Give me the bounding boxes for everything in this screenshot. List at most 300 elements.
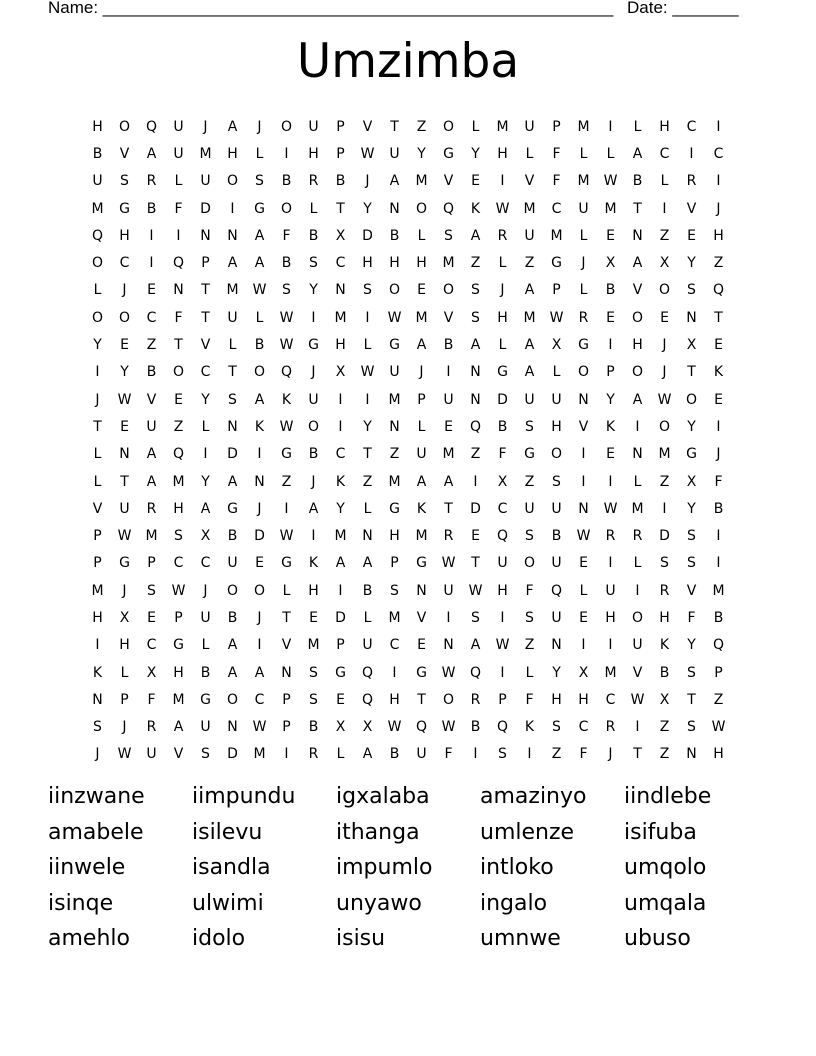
grid-letter: X xyxy=(146,664,157,681)
grid-letter: G xyxy=(524,446,535,463)
grid-letter: J xyxy=(257,500,262,517)
grid-letter: J xyxy=(662,364,667,381)
grid-letter: S xyxy=(309,255,318,272)
grid-letter: O xyxy=(118,118,131,135)
grid-letter: B xyxy=(389,746,400,763)
grid-letter: F xyxy=(714,473,723,490)
grid-letter: L xyxy=(606,145,615,162)
grid-letter: N xyxy=(686,746,697,763)
grid-letter: A xyxy=(470,227,481,244)
grid-letter: C xyxy=(497,500,508,517)
word-list-item: igxalaba xyxy=(336,784,430,809)
grid-letter: I xyxy=(635,719,640,736)
grid-letter: G xyxy=(389,337,400,354)
grid-letter: V xyxy=(686,200,697,217)
grid-letter: E xyxy=(174,391,183,408)
grid-letter: U xyxy=(524,227,535,244)
grid-letter: S xyxy=(255,173,264,190)
word-list-item: isisu xyxy=(336,926,386,951)
word-list-item: ulwimi xyxy=(192,890,264,916)
grid-letter: A xyxy=(254,391,265,408)
grid-letter: U xyxy=(308,118,319,135)
grid-letter: M xyxy=(577,118,590,135)
grid-letter: X xyxy=(497,473,508,490)
grid-letter: L xyxy=(633,555,642,572)
word-list-item: isilevu xyxy=(192,819,263,845)
grid-letter: J xyxy=(608,746,613,763)
grid-letter: U xyxy=(227,309,238,326)
grid-letter: J xyxy=(581,255,586,272)
grid-letter: S xyxy=(363,282,372,299)
grid-letter: O xyxy=(631,609,644,626)
grid-letter: F xyxy=(552,173,561,190)
grid-letter: J xyxy=(95,746,100,763)
grid-letter: N xyxy=(281,664,292,681)
grid-letter: N xyxy=(227,227,238,244)
grid-letter: Q xyxy=(145,118,158,135)
grid-letter: U xyxy=(308,391,319,408)
grid-letter: S xyxy=(390,582,399,599)
grid-letter: Z xyxy=(713,691,724,708)
grid-letter: B xyxy=(308,719,319,736)
grid-letter: A xyxy=(416,473,427,490)
grid-letter: I xyxy=(338,582,343,599)
grid-letter: Y xyxy=(93,337,102,354)
grid-letter: C xyxy=(254,691,265,708)
grid-letter: P xyxy=(93,555,102,572)
word-list-item: ingalo xyxy=(480,890,548,916)
grid-letter: S xyxy=(552,719,561,736)
grid-letter: H xyxy=(713,227,724,244)
grid-letter: F xyxy=(525,582,534,599)
grid-letter: L xyxy=(579,582,588,599)
grid-letter: X xyxy=(659,691,670,708)
grid-letter: J xyxy=(95,391,100,408)
grid-letter: E xyxy=(714,337,723,354)
grid-letter: N xyxy=(335,282,346,299)
grid-letter: B xyxy=(281,255,292,272)
grid-letter: P xyxy=(390,555,399,572)
grid-letter: V xyxy=(200,337,211,354)
grid-letter: S xyxy=(93,719,102,736)
grid-letter: H xyxy=(389,691,400,708)
grid-letter: X xyxy=(200,528,211,545)
grid-letter: M xyxy=(307,637,320,654)
grid-letter: P xyxy=(201,255,210,272)
grid-letter: H xyxy=(551,418,562,435)
grid-letter: X xyxy=(686,337,697,354)
grid-letter: I xyxy=(95,364,100,381)
puzzle-title: Umzimba xyxy=(296,34,520,89)
grid-letter: X xyxy=(119,609,130,626)
grid-letter: U xyxy=(551,391,562,408)
grid-letter: S xyxy=(309,664,318,681)
grid-letter: F xyxy=(174,309,183,326)
grid-letter: W xyxy=(279,309,294,326)
grid-letter: H xyxy=(632,337,643,354)
grid-letter: U xyxy=(227,555,238,572)
grid-letter: Y xyxy=(552,664,561,681)
grid-letter: Q xyxy=(172,446,185,463)
grid-letter: L xyxy=(579,282,588,299)
grid-letter: A xyxy=(362,746,373,763)
grid-letter: I xyxy=(365,309,370,326)
grid-letter: L xyxy=(633,118,642,135)
grid-letter: U xyxy=(524,391,535,408)
grid-letter: Z xyxy=(659,746,670,763)
word-list-item: intloko xyxy=(480,855,554,880)
grid-letter: Y xyxy=(201,473,210,490)
grid-letter: Y xyxy=(363,418,372,435)
grid-letter: J xyxy=(419,364,424,381)
grid-letter: Q xyxy=(91,227,104,244)
grid-letter: T xyxy=(120,473,129,490)
grid-letter: G xyxy=(497,364,508,381)
grid-letter: M xyxy=(388,391,401,408)
grid-letter: W xyxy=(360,364,375,381)
grid-letter: O xyxy=(388,282,401,299)
grid-letter: L xyxy=(660,173,669,190)
grid-letter: A xyxy=(632,255,643,272)
grid-letter: L xyxy=(201,418,210,435)
grid-letter: I xyxy=(635,418,640,435)
grid-letter: N xyxy=(470,364,481,381)
grid-letter: J xyxy=(311,364,316,381)
grid-letter: L xyxy=(201,637,210,654)
grid-letter: X xyxy=(659,255,670,272)
grid-letter: K xyxy=(281,391,292,408)
grid-letter: J xyxy=(257,118,262,135)
grid-letter: L xyxy=(255,309,264,326)
grid-letter: F xyxy=(579,746,588,763)
grid-letter: N xyxy=(227,418,238,435)
grid-letter: P xyxy=(282,719,291,736)
grid-letter: A xyxy=(146,446,157,463)
grid-letter: H xyxy=(497,145,508,162)
grid-letter: T xyxy=(417,691,426,708)
name-field-label: Name: ______________________________________________________ xyxy=(48,0,614,17)
grid-letter: A xyxy=(632,391,643,408)
grid-letter: U xyxy=(389,145,400,162)
grid-letter: H xyxy=(713,746,724,763)
grid-letter: W xyxy=(441,555,456,572)
grid-letter: I xyxy=(284,145,289,162)
grid-letter: S xyxy=(525,418,534,435)
grid-letter: N xyxy=(632,446,643,463)
grid-letter: U xyxy=(200,719,211,736)
grid-letter: H xyxy=(578,691,589,708)
grid-letter: K xyxy=(254,418,265,435)
grid-letter: F xyxy=(282,227,291,244)
grid-letter: Q xyxy=(550,582,563,599)
grid-letter: E xyxy=(444,418,453,435)
grid-letter: S xyxy=(498,746,507,763)
grid-letter: A xyxy=(470,337,481,354)
grid-letter: I xyxy=(716,555,721,572)
grid-letter: N xyxy=(551,637,562,654)
grid-letter: B xyxy=(200,664,211,681)
grid-letter: M xyxy=(388,473,401,490)
grid-letter: M xyxy=(442,255,455,272)
grid-letter: O xyxy=(442,118,455,135)
grid-letter: D xyxy=(254,528,265,545)
grid-letter: J xyxy=(311,473,316,490)
grid-letter: A xyxy=(416,337,427,354)
grid-letter: L xyxy=(93,282,102,299)
grid-letter: H xyxy=(308,145,319,162)
grid-letter: K xyxy=(713,364,724,381)
grid-letter: W xyxy=(252,719,267,736)
grid-letter: M xyxy=(172,473,185,490)
grid-letter: K xyxy=(659,637,670,654)
grid-letter: B xyxy=(92,145,103,162)
grid-letter: Q xyxy=(496,528,509,545)
grid-letter: Q xyxy=(469,664,482,681)
grid-letter: U xyxy=(389,364,400,381)
grid-letter: O xyxy=(442,691,455,708)
grid-letter: U xyxy=(146,746,157,763)
grid-letter: A xyxy=(524,337,535,354)
grid-letter: O xyxy=(685,391,698,408)
word-list-item: unyawo xyxy=(336,890,422,916)
grid-letter: S xyxy=(120,173,129,190)
grid-letter: J xyxy=(716,446,721,463)
grid-letter: N xyxy=(470,391,481,408)
grid-letter: R xyxy=(686,173,697,190)
grid-letter: Z xyxy=(173,418,184,435)
grid-letter: R xyxy=(443,528,454,545)
grid-letter: J xyxy=(365,173,370,190)
grid-letter: Z xyxy=(416,118,427,135)
grid-letter: T xyxy=(201,309,210,326)
grid-letter: B xyxy=(335,173,346,190)
grid-letter: A xyxy=(227,473,238,490)
grid-letter: Z xyxy=(713,255,724,272)
grid-letter: D xyxy=(227,446,238,463)
grid-letter: P xyxy=(120,691,129,708)
grid-letter: U xyxy=(524,500,535,517)
grid-letter: K xyxy=(524,719,535,736)
grid-letter: J xyxy=(500,282,505,299)
grid-letter: C xyxy=(200,555,211,572)
word-list-item: umqala xyxy=(624,890,707,916)
grid-letter: N xyxy=(92,691,103,708)
grid-letter: Q xyxy=(415,719,428,736)
grid-letter: A xyxy=(173,719,184,736)
grid-letter: G xyxy=(173,637,184,654)
grid-letter: I xyxy=(500,609,505,626)
grid-letter: X xyxy=(362,719,373,736)
grid-letter: U xyxy=(551,609,562,626)
grid-letter: Z xyxy=(146,337,157,354)
grid-letter: T xyxy=(174,337,183,354)
grid-letter: B xyxy=(443,337,454,354)
grid-letter: G xyxy=(200,691,211,708)
grid-letter: P xyxy=(417,391,426,408)
grid-letter: B xyxy=(470,719,481,736)
grid-letter: C xyxy=(335,255,346,272)
grid-letter: Z xyxy=(551,746,562,763)
word-list-item: umqolo xyxy=(624,855,707,880)
grid-letter: W xyxy=(711,719,726,736)
grid-letter: J xyxy=(662,337,667,354)
grid-letter: Z xyxy=(470,446,481,463)
grid-letter: Y xyxy=(687,418,696,435)
grid-letter: W xyxy=(279,528,294,545)
grid-letter: S xyxy=(525,609,534,626)
grid-letter: V xyxy=(416,609,427,626)
grid-letter: I xyxy=(608,473,613,490)
grid-letter: L xyxy=(525,664,534,681)
grid-letter: O xyxy=(550,446,563,463)
grid-letter: U xyxy=(200,609,211,626)
grid-letter: A xyxy=(254,227,265,244)
grid-letter: B xyxy=(659,664,670,681)
grid-letter: M xyxy=(415,173,428,190)
grid-letter: C xyxy=(119,255,130,272)
word-list-item: ithanga xyxy=(336,819,420,845)
grid-letter: G xyxy=(578,337,589,354)
grid-letter: P xyxy=(552,118,561,135)
grid-letter: C xyxy=(146,637,157,654)
grid-letter: C xyxy=(686,118,697,135)
grid-letter: Y xyxy=(363,200,372,217)
grid-letter: H xyxy=(659,118,670,135)
grid-letter: P xyxy=(174,609,183,626)
grid-letter: P xyxy=(336,637,345,654)
grid-letter: L xyxy=(174,173,183,190)
grid-letter: T xyxy=(93,418,102,435)
grid-letter: B xyxy=(362,582,373,599)
grid-letter: B xyxy=(308,227,319,244)
grid-letter: L xyxy=(336,746,345,763)
grid-letter: A xyxy=(254,664,265,681)
grid-letter: N xyxy=(119,446,130,463)
grid-letter: H xyxy=(659,609,670,626)
grid-letter: L xyxy=(471,118,480,135)
grid-letter: U xyxy=(497,555,508,572)
grid-letter: E xyxy=(606,309,615,326)
grid-letter: J xyxy=(203,582,208,599)
grid-letter: E xyxy=(471,528,480,545)
grid-letter: W xyxy=(387,309,402,326)
grid-letter: T xyxy=(687,691,696,708)
word-list-item: amabele xyxy=(48,819,144,845)
grid-letter: A xyxy=(470,637,481,654)
grid-letter: L xyxy=(93,446,102,463)
grid-letter: I xyxy=(608,637,613,654)
grid-letter: Y xyxy=(309,282,318,299)
grid-letter: M xyxy=(334,528,347,545)
grid-letter: Z xyxy=(362,473,373,490)
grid-letter: P xyxy=(606,364,615,381)
grid-letter: L xyxy=(525,145,534,162)
grid-letter: U xyxy=(200,173,211,190)
grid-letter: P xyxy=(336,118,345,135)
grid-letter: S xyxy=(687,664,696,681)
grid-letter: W xyxy=(630,691,645,708)
grid-letter: V xyxy=(443,173,454,190)
grid-letter: H xyxy=(173,664,184,681)
grid-letter: I xyxy=(284,500,289,517)
grid-letter: A xyxy=(389,173,400,190)
grid-letter: N xyxy=(443,637,454,654)
grid-letter: N xyxy=(254,473,265,490)
grid-letter: I xyxy=(338,418,343,435)
grid-letter: L xyxy=(228,337,237,354)
grid-letter: L xyxy=(282,582,291,599)
grid-letter: T xyxy=(444,500,453,517)
grid-letter: M xyxy=(658,446,671,463)
word-list-item: impumlo xyxy=(336,855,433,880)
grid-letter: Z xyxy=(281,473,292,490)
grid-letter: P xyxy=(93,528,102,545)
grid-letter: J xyxy=(122,719,127,736)
grid-letter: R xyxy=(578,309,589,326)
grid-letter: C xyxy=(659,145,670,162)
grid-letter: R xyxy=(146,500,157,517)
grid-letter: H xyxy=(389,528,400,545)
grid-letter: S xyxy=(228,391,237,408)
grid-letter: L xyxy=(363,609,372,626)
grid-letter: J xyxy=(203,118,208,135)
grid-letter: S xyxy=(687,555,696,572)
grid-letter: T xyxy=(390,118,399,135)
grid-letter: L xyxy=(363,500,372,517)
grid-letter: I xyxy=(500,173,505,190)
grid-letter: U xyxy=(173,145,184,162)
grid-letter: I xyxy=(716,418,721,435)
grid-letter: W xyxy=(441,664,456,681)
grid-letter: E xyxy=(417,637,426,654)
grid-letter: M xyxy=(604,200,617,217)
grid-letter: O xyxy=(658,418,671,435)
grid-letter: H xyxy=(335,337,346,354)
grid-letter: P xyxy=(282,691,291,708)
grid-letter: Q xyxy=(442,200,455,217)
grid-letter: E xyxy=(606,446,615,463)
grid-letter: G xyxy=(335,664,346,681)
grid-letter: P xyxy=(714,664,723,681)
grid-letter: M xyxy=(631,500,644,517)
grid-letter: Y xyxy=(417,145,426,162)
grid-letter: I xyxy=(365,391,370,408)
word-list-item: ubuso xyxy=(624,926,691,951)
grid-letter: W xyxy=(279,337,294,354)
grid-letter: I xyxy=(446,609,451,626)
grid-letter: I xyxy=(203,446,208,463)
grid-letter: U xyxy=(416,746,427,763)
grid-letter: K xyxy=(308,555,319,572)
grid-letter: B xyxy=(713,500,724,517)
grid-letter: C xyxy=(389,637,400,654)
grid-letter: A xyxy=(362,555,373,572)
grid-letter: Y xyxy=(120,364,129,381)
grid-letter: O xyxy=(415,200,428,217)
grid-letter: I xyxy=(635,582,640,599)
grid-letter: M xyxy=(442,446,455,463)
grid-letter: V xyxy=(578,418,589,435)
grid-letter: W xyxy=(117,746,132,763)
grid-letter: S xyxy=(147,582,156,599)
grid-letter: T xyxy=(282,609,291,626)
grid-letter: I xyxy=(473,473,478,490)
grid-letter: X xyxy=(605,255,616,272)
grid-letter: H xyxy=(92,118,103,135)
grid-letter: F xyxy=(444,746,453,763)
grid-letter: L xyxy=(498,255,507,272)
grid-letter: L xyxy=(417,418,426,435)
